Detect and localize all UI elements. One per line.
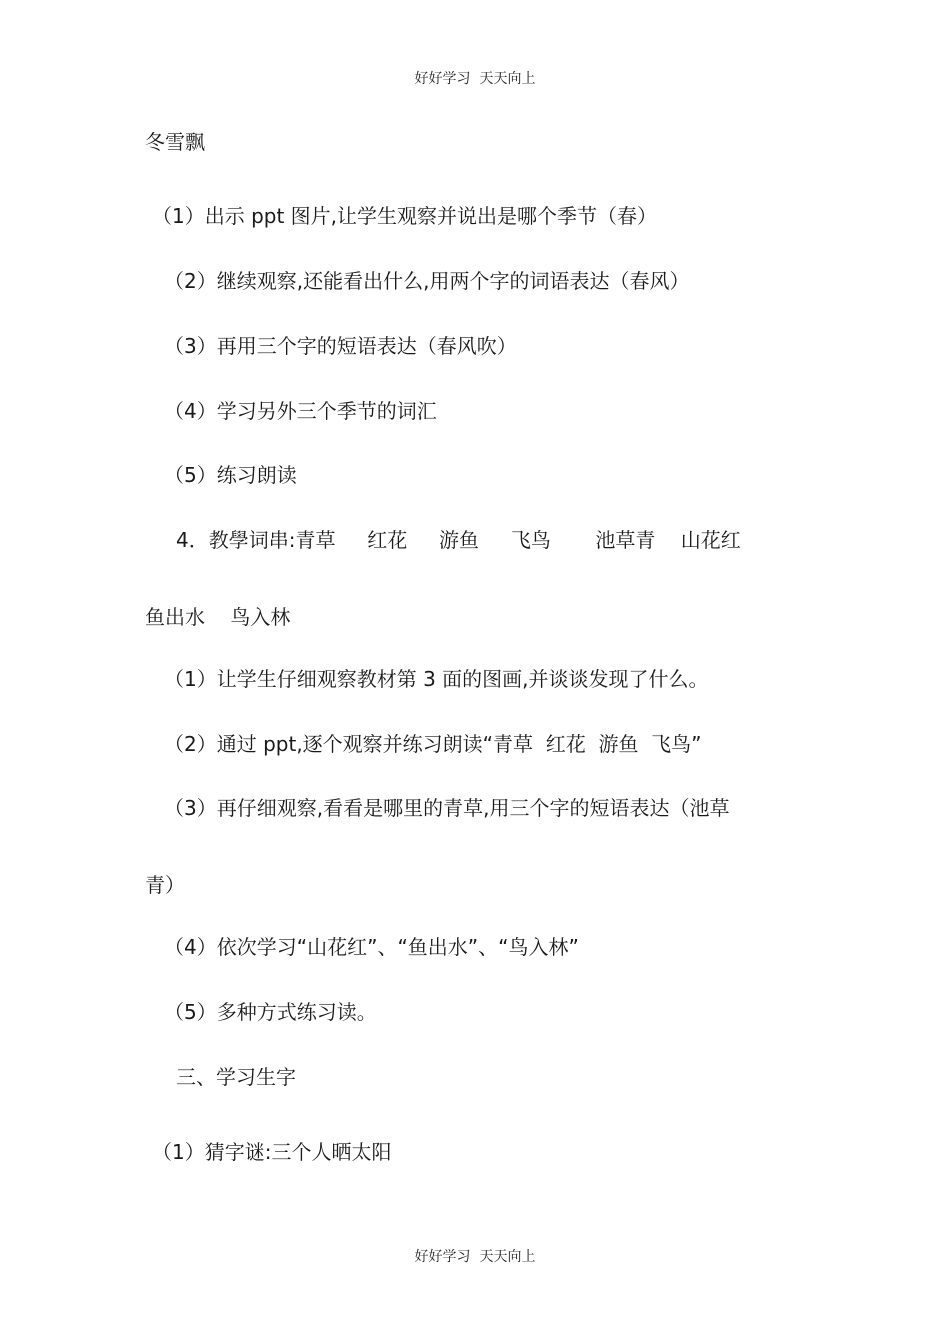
page-footer: 好好学习 天天向上: [414, 1249, 536, 1265]
text-line: （5）多种方式练习读。: [164, 1000, 377, 1024]
page-header: 好好学习 天天向上: [414, 71, 536, 87]
text-line: 4．教學词串:青草 红花 游鱼 飞鸟 池草青 山花红: [176, 528, 741, 552]
text-line: （1）出示 ppt 图片,让学生观察并说出是哪个季节（春）: [152, 204, 658, 228]
section-heading: 三、学习生字: [176, 1065, 296, 1089]
text-line: 鱼出水 鸟入林: [145, 605, 291, 629]
text-line: 青）: [145, 873, 185, 897]
text-line: （1）让学生仔细观察教材第 3 面的图画,并谈谈发现了什么。: [164, 667, 709, 691]
text-line: （3）再用三个字的短语表达（春风吹）: [164, 334, 517, 358]
text-line: （3）再仔细观察,看看是哪里的青草,用三个字的短语表达（池草: [164, 796, 730, 820]
text-line: （5）练习朗读: [164, 463, 297, 487]
text-line: （4）依次学习“山花红”、“鱼出水”、“鸟入林”: [164, 935, 579, 959]
text-line: 冬雪飘: [145, 130, 205, 154]
text-line: （1）猜字谜:三个人晒太阳: [152, 1140, 392, 1164]
text-line: （2）通过 ppt,逐个观察并练习朗读“青草 红花 游鱼 飞鸟”: [164, 732, 702, 756]
text-line: （4）学习另外三个季节的词汇: [164, 399, 437, 423]
text-line: （2）继续观察,还能看出什么,用两个字的词语表达（春风）: [164, 269, 690, 293]
